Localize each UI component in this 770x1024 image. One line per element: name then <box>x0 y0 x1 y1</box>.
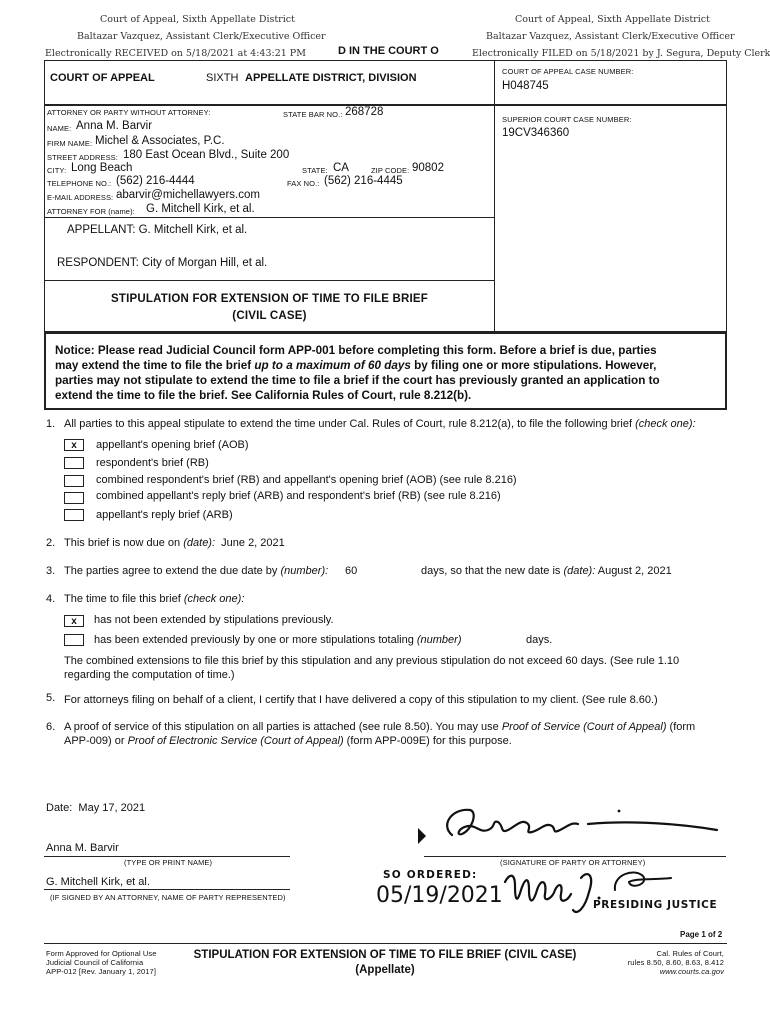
respondent-line: RESPONDENT: City of Morgan Hill, et al. <box>57 257 268 269</box>
not-extended-label: has not been extended by stipulations previously. <box>94 614 334 626</box>
item2-text: This brief is now due on (date): June 2, 2021 <box>64 537 285 549</box>
footer-title2: (Appellate) <box>355 964 415 976</box>
telephone-label: TELEPHONE NO.: <box>47 179 112 188</box>
item4-note-line1: The combined extensions to file this brief by this stipulation and any previous stipulation do not exceed 60 days. (See rule 1.10 <box>64 655 680 667</box>
arb-rb-checkbox[interactable] <box>64 492 84 504</box>
rb-label: respondent's brief (RB) <box>96 457 209 469</box>
case-number-column <box>494 60 727 332</box>
street-value: 180 East Ocean Blvd., Suite 200 <box>123 149 290 161</box>
item1-number: 1. <box>46 418 56 430</box>
notice-line4: extend the time to file the brief. See California Rules of Court, rule 8.212(b). <box>55 389 472 402</box>
so-ordered-label: SO ORDERED: <box>383 869 478 881</box>
footer-title1: STIPULATION FOR EXTENSION OF TIME TO FILE BRIEF (CIVIL CASE) <box>193 949 577 961</box>
aob-checkbox[interactable]: x <box>64 439 84 451</box>
state-label: STATE: <box>302 166 328 175</box>
footer-right1: Cal. Rules of Court, <box>656 949 724 958</box>
street-label: STREET ADDRESS: <box>47 153 118 162</box>
filed-stamp-line2: Baltazar Vazquez, Assistant Clerk/Executive Officer <box>486 31 735 42</box>
district-value: SIXTH <box>206 72 239 84</box>
notice-line3: parties may not stipulate to extend the time to file a brief if the court has previously granted an application to <box>55 374 660 387</box>
item6-line1: A proof of service of this stipulation on all parties is attached (see rule 8.50). You may use Proof of Service (Court of Appeal) (form <box>64 721 696 733</box>
footer-left3: APP-012 [Rev. January 1, 2017] <box>46 967 157 976</box>
received-stamp-line1: Court of Appeal, Sixth Appellate District <box>100 14 295 25</box>
attorney-for-value: G. Mitchell Kirk, et al. <box>146 203 255 215</box>
zip-value: 90802 <box>412 162 444 174</box>
state-value: CA <box>333 162 349 174</box>
attorney-section-label: ATTORNEY OR PARTY WITHOUT ATTORNEY: <box>47 108 211 117</box>
not-extended-checkbox[interactable]: x <box>64 615 84 627</box>
rb-aob-label: combined respondent's brief (RB) and appellant's opening brief (AOB) (see rule 8.216) <box>96 474 517 486</box>
item3-text2: days, so that the new date is (date): August 2, 2021 <box>421 565 672 577</box>
notice-line2: may extend the time to file the brief up to a maximum of 60 days by filing one or more stipulations. However, <box>55 359 657 372</box>
arb-label: appellant's reply brief (ARB) <box>96 509 233 521</box>
district-label: APPELLATE DISTRICT, DIVISION <box>245 72 417 84</box>
item5-text: For attorneys filing on behalf of a client, I certify that I have delivered a copy of this stipulation to my client. (See rule 8.60.) <box>64 694 658 706</box>
date-value: May 17, 2021 <box>78 802 146 814</box>
footer-right3[interactable]: www.courts.ca.gov <box>659 967 724 976</box>
justice-signature <box>495 860 725 922</box>
firm-value: Michel & Associates, P.C. <box>95 135 225 147</box>
form-title-line2: (CIVIL CASE) <box>232 310 307 322</box>
filed-stamp-center: D IN THE COURT O <box>338 45 439 57</box>
superior-case-label: SUPERIOR COURT CASE NUMBER: <box>502 115 632 124</box>
item3-text: The parties agree to extend the due date by (number): <box>64 565 329 577</box>
extended-checkbox[interactable] <box>64 634 84 646</box>
attorney-signature <box>412 800 732 860</box>
received-stamp-line2: Baltazar Vazquez, Assistant Clerk/Executive Officer <box>77 31 326 42</box>
item6-number: 6. <box>46 721 56 733</box>
name-value: Anna M. Barvir <box>76 120 153 132</box>
fax-value: (562) 216-4445 <box>324 175 403 187</box>
fax-label: FAX NO.: <box>287 179 320 188</box>
item3-days-value: 60 <box>345 565 358 577</box>
telephone-value: (562) 216-4444 <box>116 175 195 187</box>
city-label: CITY: <box>47 166 67 175</box>
appellant-line: APPELLANT: G. Mitchell Kirk, et al. <box>67 224 248 236</box>
aob-label: appellant's opening brief (AOB) <box>96 439 249 451</box>
footer-left2: Judicial Council of California <box>46 958 144 967</box>
item3-number: 3. <box>46 565 56 577</box>
case-number-label: COURT OF APPEAL CASE NUMBER: <box>502 67 634 76</box>
presiding-justice-label: PRESIDING JUSTICE <box>593 899 718 911</box>
filed-stamp-line1: Court of Appeal, Sixth Appellate District <box>515 14 710 25</box>
city-value: Long Beach <box>71 162 133 174</box>
party-represented: G. Mitchell Kirk, et al. <box>46 876 150 888</box>
item4-note-line2: regarding the computation of time.) <box>64 669 235 681</box>
date-line: Date: May 17, 2021 <box>46 802 146 814</box>
firm-label: FIRM NAME: <box>47 139 93 148</box>
item2-due-date: June 2, 2021 <box>221 537 285 549</box>
rb-checkbox[interactable] <box>64 457 84 469</box>
arb-checkbox[interactable] <box>64 509 84 521</box>
page-number: Page 1 of 2 <box>680 930 723 939</box>
superior-case-value: 19CV346360 <box>502 127 570 139</box>
typed-name: Anna M. Barvir <box>46 842 119 854</box>
case-number-value: H048745 <box>502 80 549 92</box>
rb-aob-checkbox[interactable] <box>64 475 84 487</box>
item1-text: All parties to this appeal stipulate to extend the time under Cal. Rules of Court, rule 8.212(a), to file the following brief (check one): <box>64 418 696 430</box>
attorney-for-label: ATTORNEY FOR (name): <box>47 207 135 216</box>
notice-line1: Notice: Please read Judicial Council form APP-001 before completing this form. Before a brief is due, parties <box>55 344 657 357</box>
order-date: 05/19/2021 <box>376 883 503 908</box>
footer-right2: rules 8.50, 8.60, 8.63, 8.412 <box>627 958 724 967</box>
item4-text: The time to file this brief (check one): <box>64 593 245 605</box>
typed-name-label: (TYPE OR PRINT NAME) <box>124 858 213 867</box>
court-of-appeal-label: COURT OF APPEAL <box>50 72 155 84</box>
received-stamp-line3: Electronically RECEIVED on 5/18/2021 at 4:43:21 PM <box>45 48 306 59</box>
email-label: E-MAIL ADDRESS: <box>47 193 114 202</box>
item2-number: 2. <box>46 537 56 549</box>
filed-stamp-line3: Electronically FILED on 5/18/2021 by J. Segura, Deputy Clerk <box>472 48 770 59</box>
item6-line2: APP-009) or Proof of Electronic Service (Court of Appeal) (form APP-009E) for this purpose. <box>64 735 512 747</box>
state-bar-value: 268728 <box>345 106 384 118</box>
form-title-line1: STIPULATION FOR EXTENSION OF TIME TO FILE BRIEF <box>111 293 428 305</box>
item4-number: 4. <box>46 593 56 605</box>
signature-label: (SIGNATURE OF PARTY OR ATTORNEY) <box>500 858 646 867</box>
footer-left1: Form Approved for Optional Use <box>46 949 157 958</box>
arb-rb-label: combined appellant's reply brief (ARB) and respondent's brief (RB) (see rule 8.216) <box>96 490 501 502</box>
item3-new-date: August 2, 2021 <box>597 565 672 577</box>
zip-label: ZIP CODE: <box>371 166 410 175</box>
name-label: NAME: <box>47 124 72 133</box>
extended-label: has been extended previously by one or more stipulations totaling (number) <box>94 634 462 646</box>
party-label: (IF SIGNED BY AN ATTORNEY, NAME OF PARTY REPRESENTED) <box>50 893 286 902</box>
item5-number: 5. <box>46 692 56 704</box>
email-value: abarvir@michellawyers.com <box>116 189 260 201</box>
state-bar-label: STATE BAR NO.: <box>283 110 343 119</box>
extended-days-label: days. <box>526 634 553 646</box>
